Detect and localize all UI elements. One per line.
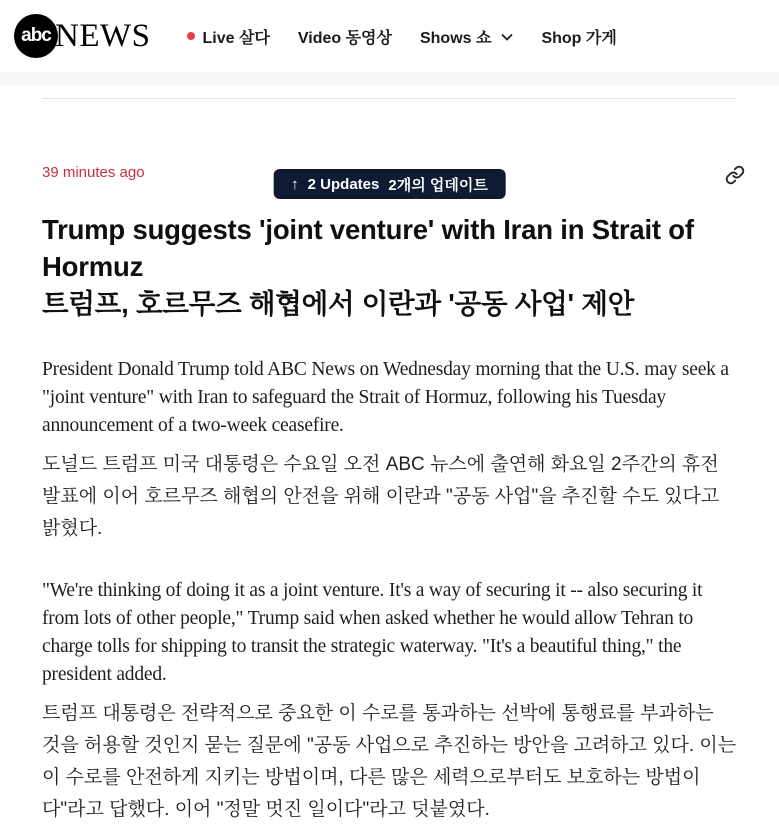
abc-logo-text: abc [21, 25, 51, 46]
abc-logo-icon [14, 14, 58, 58]
link-icon[interactable] [725, 165, 745, 185]
updates-count-label-korean: 2개의 업데이트 [388, 176, 488, 194]
abc-news-logo[interactable] [14, 14, 151, 58]
article-content [42, 98, 737, 826]
up-arrow-icon: ↑ [291, 175, 299, 193]
headline [42, 211, 737, 322]
nav-item-shows[interactable] [420, 25, 513, 48]
paragraph-english-1: President Donald Trump told ABC News on Wednesday morning that the U.S. may seek a "joint venture" with Iran to safeguard the Strait of Hormuz, following his Tuesday announcement of a two-week ceasefire. [42, 359, 729, 436]
nav-item-label: Live 살다 [202, 29, 270, 47]
updates-button[interactable] [273, 169, 506, 199]
site-header [0, 0, 779, 72]
news-wordmark: NEWS [55, 17, 151, 54]
headline-english: Trump suggests 'joint venture' with Iran in Strait of Hormuz [42, 214, 694, 282]
paragraph-korean-2: 트럼프 대통령은 전략적으로 중요한 이 수로를 통과하는 선박에 통행료를 부과하는 것을 허용할 것인지 묻는 질문에 "공동 사업으로 추진하는 방안을 고려하고 있다. 이는 이 수로를 안전하게 지키는 방법이며, 다른 많은 세력으로부터도 보호하는 방법이다"라고 답했다. 이어 "정말 멋진 일이다"라고 덧붙였다. [42, 703, 737, 820]
paragraph-korean-1: 도널드 트럼프 미국 대통령은 수요일 오전 ABC 뉴스에 출연해 화요일 2주간의 휴전 발표에 이어 호르무즈 해협의 안전을 위해 이란과 "공동 사업"을 추진할 수도 있다고 밝혔다. [42, 454, 720, 539]
live-dot-icon [187, 32, 195, 40]
nav-item-video[interactable] [298, 25, 392, 48]
chevron-down-icon [501, 33, 513, 41]
nav-item-label: Shows 쇼 [419, 29, 492, 47]
timestamp: 39 minutes ago [42, 164, 145, 181]
content-top-divider [42, 98, 737, 99]
nav-item-label: Video 동영상 [297, 29, 392, 47]
main-nav [187, 25, 617, 48]
header-divider-band [0, 72, 779, 86]
paragraph-english-2: "We're thinking of doing it as a joint venture. It's a way of securing it -- also securing it from lots of other people," Trump said when asked whether he would allow Tehran to charge tolls for shipping to transit the strategic waterway. "It's a beautiful thing," the president added. [42, 580, 703, 685]
updates-count-label: 2 Updates [307, 175, 380, 193]
nav-item-live[interactable] [187, 25, 270, 48]
nav-item-label: Shop 가게 [541, 29, 617, 47]
nav-item-shop[interactable] [541, 25, 616, 48]
article-meta-row [42, 161, 737, 207]
headline-korean: 트럼프, 호르무즈 해협에서 이란과 '공동 사업' 제안 [42, 288, 635, 319]
